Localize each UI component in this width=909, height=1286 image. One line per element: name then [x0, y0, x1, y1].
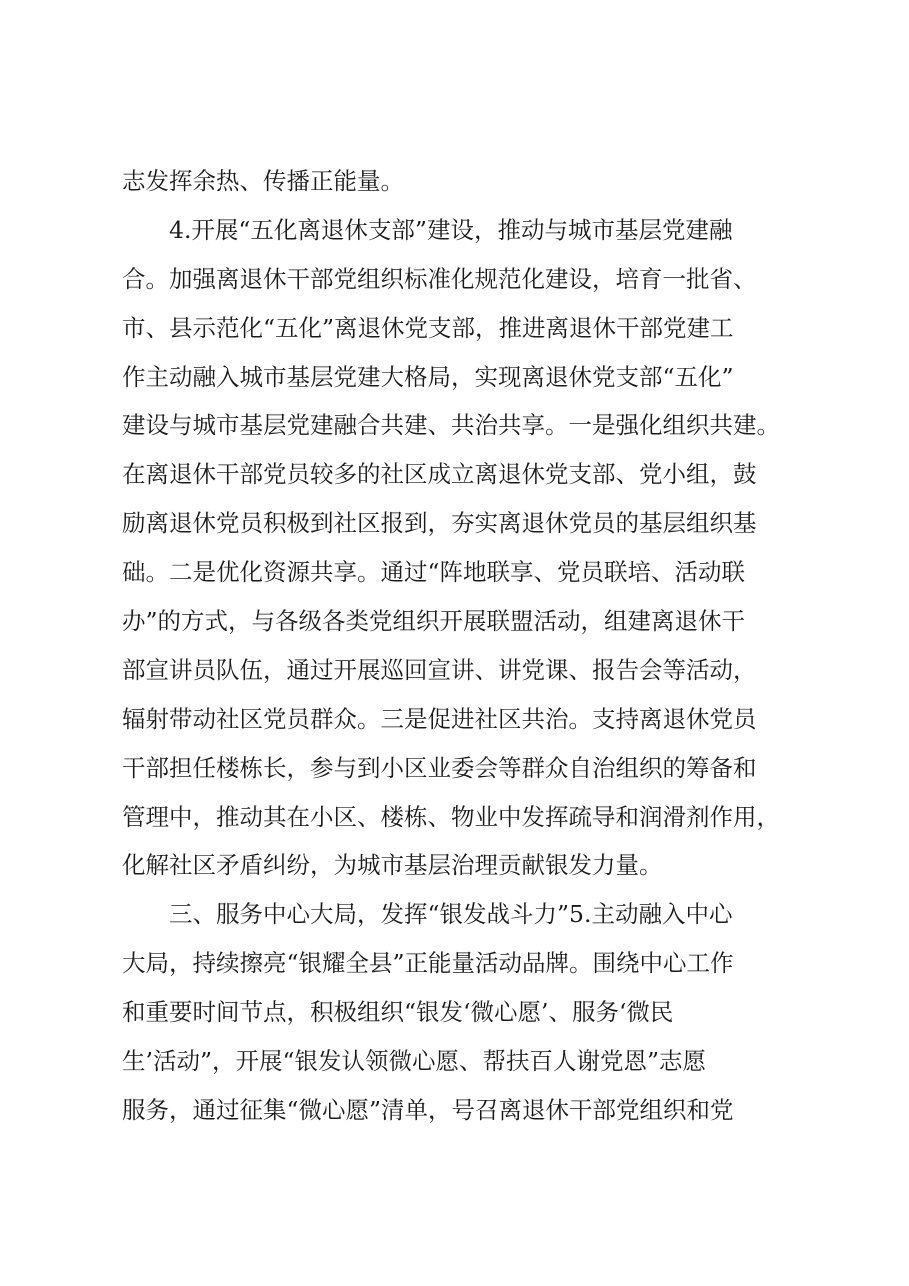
text-line: 市、县示范化“五化”离退休党支部，推进离退休干部党建工: [122, 313, 734, 342]
text-line: 部宣讲员队伍，通过开展巡回宣讲、讲党课、报告会等活动，: [122, 655, 757, 684]
text-line: 生’活动”，开展“银发认领微心愿、帮扶百人谢党恩”志愿: [122, 1047, 707, 1076]
text-line: 三、服务中心大局，发挥“银发战斗力”5.主动融入中心: [169, 900, 733, 929]
text-line: 励离退休党员积极到社区报到，夯实离退休党员的基层组织基: [122, 509, 757, 538]
text-line: 作主动融入城市基层党建大格局，实现离退休党支部“五化”: [122, 362, 734, 391]
text-line: 办”的方式，与各级各类党组织开展联盟活动，组建离退休干: [122, 607, 746, 636]
text-line: 础。二是优化资源共享。通过“阵地联享、党员联培、活动联: [122, 558, 746, 587]
text-line: 和重要时间节点，积极组织“银发‘微心愿’、服务‘微民: [122, 998, 674, 1027]
document-body: [122, 157, 842, 1135]
text-line: 管理中，推动其在小区、楼栋、物业中发挥疏导和润滑剂作用，: [122, 802, 780, 831]
text-line: 辐射带动社区党员群众。三是促进社区共治。支持离退休党员: [122, 704, 757, 733]
text-line: 服务，通过征集“微心愿”清单，号召离退休干部党组织和党: [122, 1095, 734, 1124]
text-line: 建设与城市基层党建融合共建、共治共享。一是强化组织共建。: [122, 411, 780, 440]
text-line: 大局，持续擦亮“银耀全县”正能量活动品牌。围绕中心工作: [122, 949, 734, 978]
text-line: 4.开展“五化离退休支部”建设，推动与城市基层党建融: [169, 215, 733, 244]
text-line: 合。加强离退休干部党组织标准化规范化建设，培育一批省、: [122, 264, 757, 293]
text-line: 化解社区矛盾纠纷，为城市基层治理贡献银发力量。: [122, 851, 663, 880]
text-line: 在离退休干部党员较多的社区成立离退休党支部、党小组，鼓: [122, 460, 757, 489]
text-line: 干部担任楼栋长，参与到小区业委会等群众自治组织的筹备和: [122, 753, 757, 782]
text-line: 志发挥余热、传播正能量。: [122, 167, 404, 195]
